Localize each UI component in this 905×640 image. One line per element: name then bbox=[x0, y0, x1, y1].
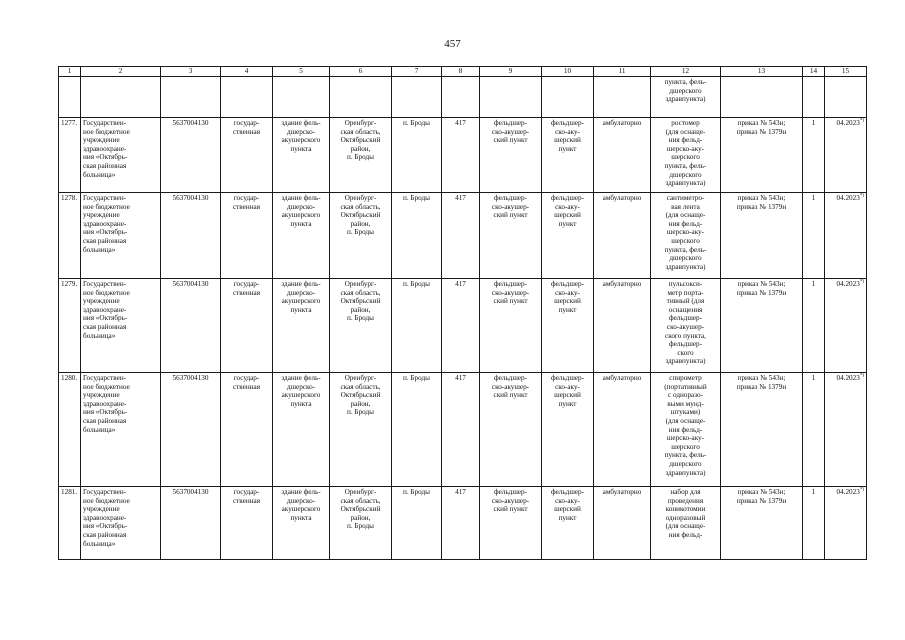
inn-cell: 5637004130 bbox=[161, 279, 221, 373]
note-mark: *) bbox=[859, 118, 864, 124]
inn-cell: 5637004130 bbox=[161, 193, 221, 279]
address-cell: Оренбург- ская область, Октябрьский район, п. Броды bbox=[330, 487, 392, 560]
building-cell: здание фель- дшерско- акушерского пункта bbox=[273, 118, 330, 193]
register-table bbox=[58, 66, 867, 560]
unit-type-cell: фельдшер- ско-акушер- ский пункт bbox=[480, 279, 542, 373]
ownership-cell: государ- ственная bbox=[221, 487, 273, 560]
column-number: 12 bbox=[651, 67, 721, 77]
empty-cell bbox=[542, 77, 594, 118]
care-form-cell: амбулаторно bbox=[594, 118, 651, 193]
table-row bbox=[59, 193, 867, 279]
unit-type-cell: фельдшер- ско-акушер- ский пункт bbox=[480, 373, 542, 487]
organization-cell: Государствен- ное бюджетное учреждение здравоохране- ния «Октябрь- ская районная больница» bbox=[81, 118, 161, 193]
table-row bbox=[59, 118, 867, 193]
orders-cell: приказ № 543н; приказ № 1379н bbox=[721, 279, 803, 373]
row-number-cell: 1277. bbox=[59, 118, 81, 193]
care-form-cell: амбулаторно bbox=[594, 373, 651, 487]
ownership-cell: государ- ственная bbox=[221, 193, 273, 279]
unit-type-cell: фельдшер- ско-акушер- ский пункт bbox=[480, 118, 542, 193]
population-cell: 417 bbox=[442, 487, 480, 560]
note-mark: *) bbox=[859, 487, 864, 493]
building-cell: здание фель- дшерско- акушерского пункта bbox=[273, 487, 330, 560]
empty-cell bbox=[825, 77, 867, 118]
locality-cell: п. Броды bbox=[392, 373, 442, 487]
unit-kind-cell: фельдшер- ско-аку- шерский пункт bbox=[542, 373, 594, 487]
quantity-cell: 1 bbox=[803, 118, 825, 193]
unit-kind-cell: фельдшер- ско-аку- шерский пункт bbox=[542, 279, 594, 373]
unit-type-cell: фельдшер- ско-акушер- ский пункт bbox=[480, 487, 542, 560]
column-number: 4 bbox=[221, 67, 273, 77]
orders-cell: приказ № 543н; приказ № 1379н bbox=[721, 118, 803, 193]
unit-kind-cell: фельдшер- ско-аку- шерский пункт bbox=[542, 193, 594, 279]
empty-cell bbox=[81, 77, 161, 118]
unit-kind-cell: фельдшер- ско-аку- шерский пункт bbox=[542, 118, 594, 193]
table-row bbox=[59, 487, 867, 560]
organization-cell: Государствен- ное бюджетное учреждение здравоохране- ния «Октябрь- ская районная больница» bbox=[81, 373, 161, 487]
population-cell: 417 bbox=[442, 279, 480, 373]
column-number: 11 bbox=[594, 67, 651, 77]
orders-cell: приказ № 543н; приказ № 1379н bbox=[721, 487, 803, 560]
ownership-cell: государ- ственная bbox=[221, 373, 273, 487]
organization-cell: Государствен- ное бюджетное учреждение здравоохране- ния «Октябрь- ская районная больница» bbox=[81, 487, 161, 560]
empty-cell bbox=[803, 77, 825, 118]
address-cell: Оренбург- ская область, Октябрьский район, п. Броды bbox=[330, 373, 392, 487]
quantity-cell: 1 bbox=[803, 487, 825, 560]
building-cell: здание фель- дшерско- акушерского пункта bbox=[273, 193, 330, 279]
date-cell bbox=[825, 487, 867, 560]
equipment-cell: сантиметро- вая лента (для оснаще- ния фельд- шерско-аку- шерского пункта, фель- дшерского здравпункта) bbox=[651, 193, 721, 279]
date-value: 04.2023 bbox=[836, 119, 860, 127]
row-number-cell: 1279. bbox=[59, 279, 81, 373]
date-value: 04.2023 bbox=[836, 194, 860, 202]
column-number: 10 bbox=[542, 67, 594, 77]
locality-cell: п. Броды bbox=[392, 118, 442, 193]
care-form-cell: амбулаторно bbox=[594, 279, 651, 373]
date-cell bbox=[825, 279, 867, 373]
address-cell: Оренбург- ская область, Октябрьский район, п. Броды bbox=[330, 118, 392, 193]
inn-cell: 5637004130 bbox=[161, 487, 221, 560]
inn-cell: 5637004130 bbox=[161, 118, 221, 193]
column-number: 9 bbox=[480, 67, 542, 77]
column-number: 7 bbox=[392, 67, 442, 77]
empty-cell bbox=[721, 77, 803, 118]
column-number: 2 bbox=[81, 67, 161, 77]
empty-cell bbox=[221, 77, 273, 118]
building-cell: здание фель- дшерско- акушерского пункта bbox=[273, 279, 330, 373]
empty-cell bbox=[392, 77, 442, 118]
page-number: 457 bbox=[444, 38, 461, 50]
date-value: 04.2023 bbox=[836, 374, 860, 382]
note-mark: *) bbox=[859, 193, 864, 199]
unit-kind-cell: фельдшер- ско-аку- шерский пункт bbox=[542, 487, 594, 560]
date-value: 04.2023 bbox=[836, 280, 860, 288]
note-mark: *) bbox=[859, 373, 864, 379]
date-cell bbox=[825, 373, 867, 487]
row-number-cell: 1280. bbox=[59, 373, 81, 487]
quantity-cell: 1 bbox=[803, 279, 825, 373]
quantity-cell: 1 bbox=[803, 373, 825, 487]
equipment-cell: спирометр (портативный с одноразо- выми мунд- штуками) (для оснаще- ния фельд- шерско-аку- шерского пункта, фель- дшерского здравпункта) bbox=[651, 373, 721, 487]
locality-cell: п. Броды bbox=[392, 279, 442, 373]
column-number: 1 bbox=[59, 67, 81, 77]
quantity-cell: 1 bbox=[803, 193, 825, 279]
date-cell bbox=[825, 118, 867, 193]
empty-cell bbox=[273, 77, 330, 118]
column-number: 5 bbox=[273, 67, 330, 77]
population-cell: 417 bbox=[442, 118, 480, 193]
address-cell: Оренбург- ская область, Октябрьский район, п. Броды bbox=[330, 279, 392, 373]
locality-cell: п. Броды bbox=[392, 487, 442, 560]
locality-cell: п. Броды bbox=[392, 193, 442, 279]
continuation-row bbox=[59, 77, 867, 118]
ownership-cell: государ- ственная bbox=[221, 118, 273, 193]
empty-cell bbox=[161, 77, 221, 118]
table-row bbox=[59, 279, 867, 373]
empty-cell bbox=[442, 77, 480, 118]
ownership-cell: государ- ственная bbox=[221, 279, 273, 373]
date-cell bbox=[825, 193, 867, 279]
orders-cell: приказ № 543н; приказ № 1379н bbox=[721, 193, 803, 279]
population-cell: 417 bbox=[442, 373, 480, 487]
empty-cell bbox=[594, 77, 651, 118]
empty-cell bbox=[330, 77, 392, 118]
empty-cell bbox=[59, 77, 81, 118]
equipment-cell: набор для проведения коникотомии одноразовый (для оснаще- ния фельд- bbox=[651, 487, 721, 560]
equipment-cell: ростомер (для оснаще- ния фельд- шерско-аку- шерского пункта, фель- дшерского здравпункта) bbox=[651, 118, 721, 193]
organization-cell: Государствен- ное бюджетное учреждение здравоохране- ния «Октябрь- ская районная больница» bbox=[81, 193, 161, 279]
note-mark: *) bbox=[859, 279, 864, 285]
address-cell: Оренбург- ская область, Октябрьский район, п. Броды bbox=[330, 193, 392, 279]
care-form-cell: амбулаторно bbox=[594, 487, 651, 560]
table-row bbox=[59, 373, 867, 487]
empty-cell bbox=[480, 77, 542, 118]
date-value: 04.2023 bbox=[836, 488, 860, 496]
column-number: 14 bbox=[803, 67, 825, 77]
column-number-row bbox=[59, 67, 867, 77]
unit-type-cell: фельдшер- ско-акушер- ский пункт bbox=[480, 193, 542, 279]
column-number: 3 bbox=[161, 67, 221, 77]
equipment-continuation-cell: пункта, фель- дшерского здравпункта) bbox=[651, 77, 721, 118]
building-cell: здание фель- дшерско- акушерского пункта bbox=[273, 373, 330, 487]
row-number-cell: 1278. bbox=[59, 193, 81, 279]
column-number: 13 bbox=[721, 67, 803, 77]
inn-cell: 5637004130 bbox=[161, 373, 221, 487]
care-form-cell: амбулаторно bbox=[594, 193, 651, 279]
orders-cell: приказ № 543н; приказ № 1379н bbox=[721, 373, 803, 487]
column-number: 6 bbox=[330, 67, 392, 77]
column-number: 8 bbox=[442, 67, 480, 77]
equipment-cell: пульсокси- метр порта- тивный (для оснащения фельдшер- ско-акушер- ского пункта, фельдшер- ского здравпункта) bbox=[651, 279, 721, 373]
organization-cell: Государствен- ное бюджетное учреждение здравоохране- ния «Октябрь- ская районная больница» bbox=[81, 279, 161, 373]
row-number-cell: 1281. bbox=[59, 487, 81, 560]
population-cell: 417 bbox=[442, 193, 480, 279]
column-number: 15 bbox=[825, 67, 867, 77]
